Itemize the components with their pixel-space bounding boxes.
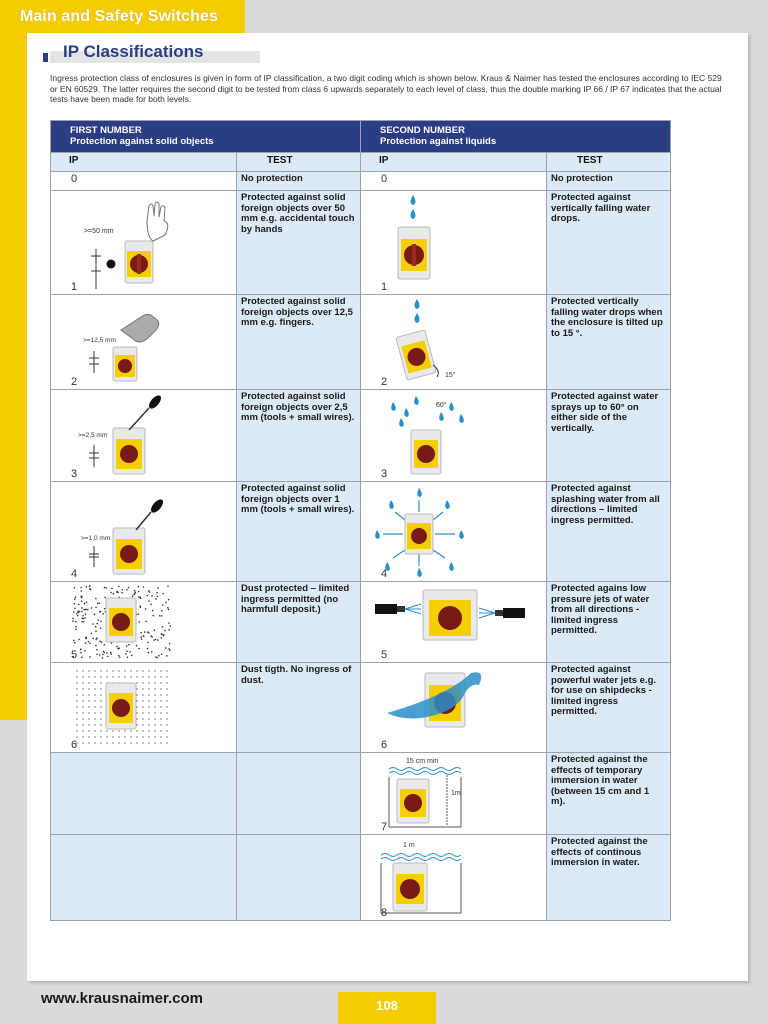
first-number-heading: FIRST NUMBER	[70, 125, 142, 136]
website-link[interactable]: www.krausnaimer.com	[41, 990, 204, 1007]
first-ip-cell	[51, 582, 237, 663]
second-ip-column-header: IP	[361, 153, 547, 172]
ip-number: 8	[381, 907, 388, 919]
ip-number: 0	[381, 173, 388, 185]
first-ip-cell	[51, 663, 237, 753]
first-test-cell: Protected against solid foreign objects over 12,5 mm e.g. fingers.	[237, 295, 361, 390]
ip-number: 1	[381, 281, 388, 293]
switch-enclosure-icon	[106, 598, 136, 642]
first-test-cell: Protected against solid foreign objects over 1 mm (tools + small wires).	[237, 482, 361, 582]
first-ip-column-header: IP	[51, 153, 237, 172]
switch-enclosure-icon	[106, 683, 136, 729]
table-row	[51, 663, 671, 753]
second-test-cell: Protected against the effects of temporary immersion in water (between 15 cm and 1 m).	[547, 753, 671, 835]
first-ip-cell	[51, 295, 237, 390]
first-ip-cell	[51, 390, 237, 482]
switch-enclosure-icon	[423, 590, 477, 640]
ip-number: 0	[71, 173, 78, 185]
second-test-cell: Protected against the effects of continous immersion in water.	[547, 835, 671, 921]
tool-touch-illustration	[51, 390, 237, 482]
first-test-cell	[237, 753, 361, 835]
first-test-column-header: TEST	[237, 153, 361, 172]
table-row	[51, 390, 671, 482]
size-label: >=50 mm	[84, 228, 114, 235]
ip-number: 5	[381, 649, 388, 661]
size-label: >=12,5 mm	[83, 337, 116, 344]
switch-enclosure-icon	[398, 227, 430, 279]
second-ip-cell	[361, 663, 547, 753]
angle-label: 60°	[436, 402, 447, 409]
first-test-cell: No protection	[237, 172, 361, 191]
ip-number: 1	[71, 281, 78, 293]
ip-number: 6	[381, 739, 388, 751]
spray-illustration	[361, 390, 547, 482]
ip-number: 5	[71, 649, 78, 661]
second-ip-cell	[361, 191, 547, 295]
first-ip-cell-empty	[51, 753, 237, 835]
angle-label: 15°	[445, 372, 456, 379]
ip-number: 6	[71, 739, 78, 751]
ip-number: 3	[381, 468, 388, 480]
first-ip-cell	[51, 191, 237, 295]
second-ip-cell	[361, 295, 547, 390]
size-label: >=2,5 mm	[78, 432, 108, 439]
tilted-drops-illustration	[361, 295, 547, 390]
dust-tight-illustration	[51, 663, 237, 753]
second-number-subheading: Protection against liquids	[380, 136, 497, 147]
first-test-cell: Protected against solid foreign objects over 50 mm e.g. accidental touch by hands	[237, 191, 361, 295]
first-ip-cell-empty	[51, 835, 237, 921]
second-test-cell: Protected against splashing water from all directions – limited ingress permitted.	[547, 482, 671, 582]
second-ip-cell	[361, 835, 547, 921]
second-test-column-header: TEST	[547, 153, 671, 172]
switch-enclosure-icon	[396, 330, 436, 380]
page-number: 108	[338, 992, 436, 1024]
second-test-cell: Protected agains low pressure jets of water from all directions - limited ingress permitted.	[547, 582, 671, 663]
first-test-cell	[237, 835, 361, 921]
second-test-cell: No protection	[547, 172, 671, 191]
continuous-immersion-illustration	[361, 835, 547, 921]
dust-protected-illustration	[51, 582, 237, 663]
depth-label: 1m	[451, 790, 461, 797]
section-header: Main and Safety Switches	[20, 8, 219, 25]
powerful-wave-illustration	[361, 663, 547, 753]
page-sheet	[27, 33, 748, 981]
wire-touch-illustration	[51, 482, 237, 582]
second-ip-cell	[361, 482, 547, 582]
table-row	[51, 753, 671, 835]
depth-label: 1 m	[403, 842, 415, 849]
falling-drops-illustration	[361, 191, 547, 295]
switch-enclosure-icon	[397, 779, 429, 823]
ip-number: 3	[71, 468, 78, 480]
page-title: IP Classifications	[63, 42, 204, 61]
ip-classification-table	[50, 120, 671, 921]
water-jets-illustration	[361, 582, 547, 663]
depth-label: 15 cm min	[406, 758, 439, 765]
table-row	[51, 191, 671, 295]
second-ip-cell	[361, 582, 547, 663]
temporary-immersion-illustration	[361, 753, 547, 835]
first-test-cell: Protected against solid foreign objects over 2,5 mm (tools + small wires).	[237, 390, 361, 482]
switch-enclosure-icon	[125, 241, 153, 283]
table-row	[51, 172, 671, 191]
switch-enclosure-icon	[113, 528, 145, 574]
switch-enclosure-icon	[411, 430, 441, 474]
ip-number: 4	[381, 568, 388, 580]
second-ip-cell	[361, 172, 547, 191]
first-number-header	[51, 121, 361, 153]
second-test-cell: Protected against powerful water jets e.g. for use on shipdecks - limited ingress permitted.	[547, 663, 671, 753]
first-number-subheading: Protection against solid objects	[70, 136, 214, 147]
finger-touch-illustration	[51, 295, 237, 390]
second-ip-cell	[361, 753, 547, 835]
switch-enclosure-icon	[113, 428, 145, 474]
second-number-heading: SECOND NUMBER	[380, 125, 465, 136]
switch-enclosure-icon	[113, 347, 137, 381]
second-ip-cell	[361, 390, 547, 482]
intro-paragraph: Ingress protection class of enclosures is given in form of IP classification, a two digit coding which is shown below. Kraus & Naimer has tested the enclosures according to IEC 529 or EN 60529. The latter requires the second digit to be tested from class 6 upwards separately to each level of class, thus the double marking IP 66 / IP 67 indicates that the actual tests have been made for both levels.	[50, 73, 722, 104]
ip-number: 4	[71, 568, 78, 580]
first-ip-cell	[51, 482, 237, 582]
table-row	[51, 482, 671, 582]
table-row	[51, 582, 671, 663]
first-test-cell: Dust protected – limited ingress permitted (no harmfull deposit.)	[237, 582, 361, 663]
switch-enclosure-icon	[393, 863, 427, 911]
switch-enclosure-icon	[405, 514, 433, 554]
ip-number: 2	[71, 376, 78, 388]
second-test-cell: Protected against vertically falling water drops.	[547, 191, 671, 295]
first-ip-cell	[51, 172, 237, 191]
ip-number: 7	[381, 821, 388, 833]
splash-all-directions-illustration	[361, 482, 547, 582]
ip-number: 2	[381, 376, 388, 388]
first-test-cell: Dust tigth. No ingress of dust.	[237, 663, 361, 753]
table-row	[51, 835, 671, 921]
second-number-header	[361, 121, 671, 153]
hand-touch-illustration	[51, 191, 237, 295]
second-test-cell: Protected against water sprays up to 60° on either side of the vertically.	[547, 390, 671, 482]
table-row	[51, 295, 671, 390]
second-test-cell: Protected vertically falling water drops when the enclosure is tilted up to 15 °.	[547, 295, 671, 390]
size-label: >=1,0 mm	[81, 535, 111, 542]
